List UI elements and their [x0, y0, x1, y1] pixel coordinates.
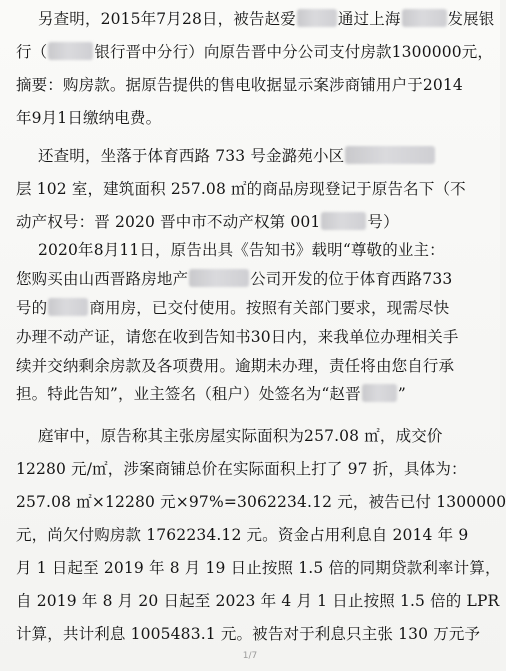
paragraph-line — [16, 555, 501, 581]
paragraph-line — [16, 621, 486, 647]
paragraph-line — [16, 489, 506, 515]
paragraph-line — [16, 295, 486, 321]
paragraph-line — [16, 456, 486, 482]
text-run: 庭审中，原告称其主张房屋实际面积为257.08 ㎡，成交价 — [38, 427, 443, 445]
text-run: 办理不动产证，请您在收到告知书30日内，来我单位办理相关手 — [16, 328, 459, 346]
paragraph-line — [16, 353, 486, 379]
text-run: ” — [397, 385, 406, 403]
text-run: 12280 元/㎡，涉案商铺总价在实际面积上打了 97 折，具体为： — [16, 460, 467, 478]
text-run: 您购买由山西晋路房地产 — [16, 270, 189, 288]
text-run: 元，尚欠付购房款 1762234.12 元。资金占用利息自 2014 年 9 — [16, 526, 469, 544]
text-run: 续并交纳剩余房款及各项费用。逾期未办理，责任将由您自行承 — [16, 357, 455, 375]
redaction-block — [297, 9, 337, 27]
text-run: 摘要：购房款。据原告提供的售电收据显示案涉商铺用户于2014 — [16, 76, 463, 94]
redaction-block — [402, 9, 447, 27]
paragraph-line — [16, 72, 486, 98]
paragraph-line — [16, 381, 486, 407]
redaction-block — [362, 384, 397, 402]
text-run: 还查明，坐落于体育西路 733 号金潞苑小区 — [38, 147, 345, 165]
paragraph-line — [16, 176, 486, 202]
paragraph-line — [16, 266, 486, 292]
text-run: 自 2019 年 8 月 20 日起至 2023 年 4 月 1 日止按照 1.5 倍的 LPR — [16, 592, 500, 610]
text-run: 通过上海 — [337, 10, 401, 28]
text-run: 银行晋中分行）向原告晋中分公司支付房款1300000元， — [94, 43, 494, 61]
paragraph-line — [16, 105, 486, 131]
text-run: 行（ — [16, 43, 48, 61]
text-run: 商用房，已交付使用。按照有关部门要求，现需尽快 — [89, 299, 450, 317]
text-run: 计算，共计利息 1005483.1 元。被告对于利息只主张 130 万元予 — [16, 625, 481, 643]
paragraph-line — [38, 143, 486, 169]
text-run: 层 102 室，建筑面积 257.08 ㎡的商品房现登记于原告名下（不 — [16, 180, 466, 198]
redaction-block — [345, 146, 435, 164]
text-run: 年9月1日缴纳电费。 — [16, 109, 162, 127]
redaction-block — [321, 212, 366, 230]
text-run: 2020年8月11日，原告出具《告知书》载明“尊敬的业主： — [38, 241, 445, 259]
paragraph-line — [16, 39, 494, 65]
text-run: 担。特此告知”，业主签名（租户）处签名为“赵晋 — [16, 385, 361, 403]
text-run: 另查明，2015年7月28日，被告赵爱 — [38, 10, 296, 28]
paragraph-line — [16, 522, 486, 548]
text-run: 月 1 日起至 2019 年 8 月 19 日止按照 1.5 倍的同期贷款利率计算， — [16, 559, 501, 577]
redaction-block — [48, 298, 88, 316]
text-run: 号） — [367, 213, 399, 231]
redaction-block — [48, 42, 93, 60]
text-run: 257.08 ㎡×12280 元×97%=3062234.12 元，被告已付 1300000 — [16, 493, 506, 511]
text-run: 发展银 — [447, 10, 495, 28]
paragraph-line — [16, 324, 486, 350]
paragraph-line — [16, 588, 500, 614]
text-run: 动产权号：晋 2020 晋中市不动产权第 001 — [16, 213, 321, 231]
paragraph-line — [38, 423, 486, 449]
paragraph-line — [38, 237, 486, 263]
text-run: 公司开发的位于体育西路733 — [250, 270, 453, 288]
paragraph-line — [38, 6, 495, 32]
page-number: 1/7 — [242, 651, 258, 661]
text-run: 号的 — [16, 299, 48, 317]
redaction-block — [189, 269, 249, 287]
paragraph-line — [16, 209, 486, 235]
